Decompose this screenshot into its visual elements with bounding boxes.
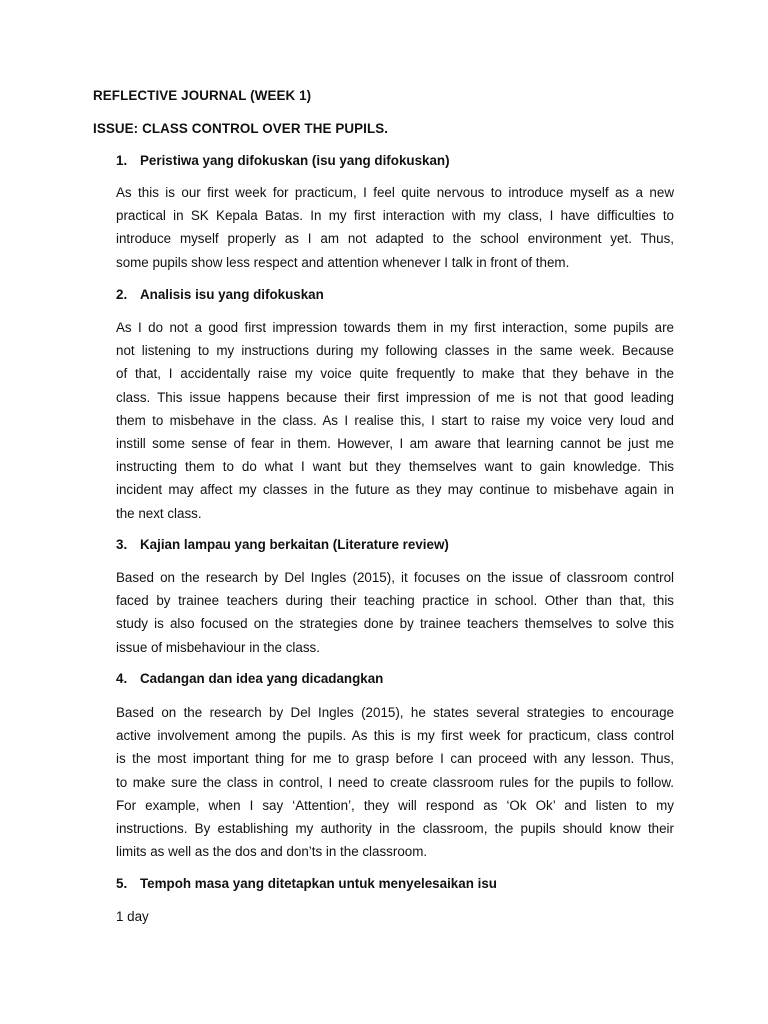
paragraph-line: introduce myself properly as I am not adapted to the school environment yet. Thus, [116, 231, 674, 247]
paragraph-line: As I do not a good first impression towards them in my first interaction, some pupils are [116, 320, 674, 335]
paragraph-line: not listening to my instructions during my following classes in the same week. Because [116, 343, 674, 359]
paragraph-line: the next class. [116, 505, 202, 521]
section-3-number: 3. [116, 537, 128, 552]
section-5-heading [116, 876, 497, 891]
paragraph-line: of that, I accidentally raise my voice quite frequently to make that they behave in the [116, 366, 674, 382]
paragraph-line: is the most important thing for me to grasp before I can proceed with any lesson. Thus, [116, 751, 674, 767]
section-1-number: 1. [116, 153, 128, 168]
paragraph-line: class. This issue happens because their first impression of me is not that good leading [116, 389, 674, 405]
section-2-number: 2. [116, 287, 128, 302]
section-3-heading [116, 537, 449, 552]
section-3-paragraph [116, 566, 674, 659]
section-5-paragraph [116, 905, 674, 928]
section-1-heading [116, 153, 450, 168]
section-2-title: Analisis isu yang difokuskan [140, 287, 324, 302]
paragraph-line: issue of misbehaviour in the class. [116, 639, 320, 655]
paragraph-line: them to misbehave in the class. As I realise this, I start to raise my voice very loud and [116, 412, 674, 428]
section-1-title: Peristiwa yang difokuskan (isu yang difokuskan) [140, 153, 450, 168]
section-3-title: Kajian lampau yang berkaitan (Literature review) [140, 537, 449, 552]
section-4-heading [116, 671, 383, 686]
section-2-heading [116, 287, 324, 302]
paragraph-line: Based on the research by Del Ingles (2015), it focuses on the issue of classroom control [116, 570, 674, 585]
paragraph-line: to make sure the class in control, I need to create classroom rules for the pupils to follow. [116, 774, 674, 790]
section-2-paragraph [116, 316, 674, 525]
paragraph-line: study is also focused on the strategies done by trainee teachers themselves to solve this [116, 616, 674, 632]
paragraph-line: instill some sense of fear in them. However, I am aware that learning cannot be just me [116, 436, 674, 452]
paragraph-line: faced by trainee teachers during their teaching practice in school. Other than that, this [116, 593, 674, 609]
paragraph-line: practical in SK Kepala Batas. In my first interaction with my class, I have difficulties to [116, 208, 674, 224]
issue-title: ISSUE: CLASS CONTROL OVER THE PUPILS. [93, 121, 389, 136]
paragraph-line: As this is our first week for practicum, I feel quite nervous to introduce myself as a new [116, 185, 674, 200]
paragraph-line: 1 day [116, 909, 149, 924]
paragraph-line: instructions. By establishing my authority in the classroom, the pupils should know their [116, 821, 674, 837]
section-4-paragraph [116, 701, 674, 863]
section-5-title: Tempoh masa yang ditetapkan untuk menyelesaikan isu [140, 876, 497, 891]
journal-title: REFLECTIVE JOURNAL (WEEK 1) [93, 88, 312, 103]
paragraph-line: limits as well as the dos and don’ts in the classroom. [116, 844, 428, 860]
paragraph-line: instructing them to do what I want but they themselves want to gain knowledge. This [116, 459, 674, 475]
paragraph-line: For example, when I say ‘Attention’, they will respond as ‘Ok Ok’ and listen to my [116, 797, 674, 813]
paragraph-line: active involvement among the pupils. As this is my first week for practicum, class control [116, 728, 674, 744]
paragraph-line: some pupils show less respect and attention whenever I talk in front of them. [116, 254, 570, 270]
section-1-paragraph [116, 181, 674, 274]
section-5-number: 5. [116, 876, 128, 891]
section-4-title: Cadangan dan idea yang dicadangkan [140, 671, 384, 686]
section-4-number: 4. [116, 671, 128, 686]
paragraph-line: incident may affect my classes in the future as they may continue to misbehave again in [116, 482, 674, 498]
paragraph-line: Based on the research by Del Ingles (2015), he states several strategies to encourage [116, 705, 674, 720]
